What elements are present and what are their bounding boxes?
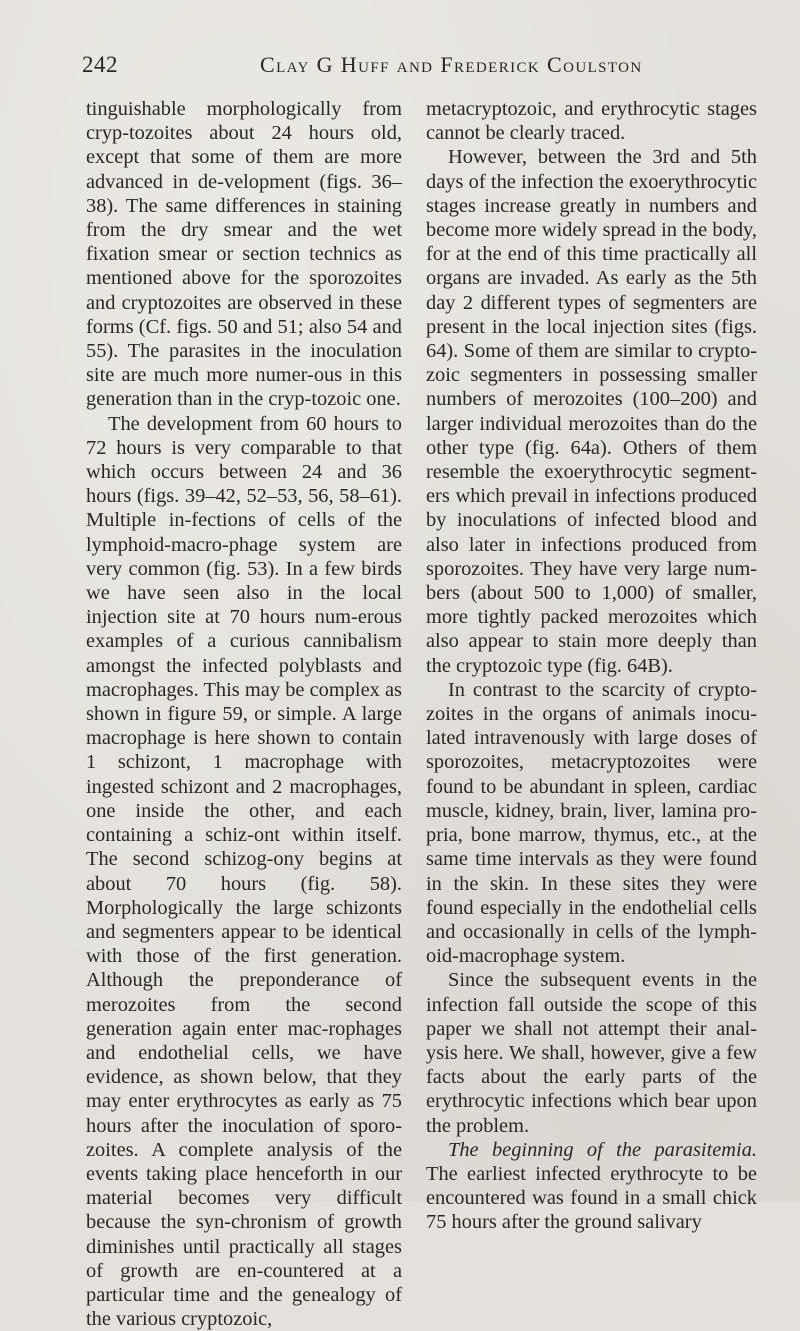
- section-heading: The beginning of the parasitemia.: [448, 1138, 757, 1161]
- page-header: [82, 52, 760, 86]
- right-column: [426, 97, 757, 1235]
- right-paragraph-3: In contrast to the scarcity of crypto-zoites in the organs of animals inocu-lated intravenously with large doses of sporozoites, metacryptozoites were found to be abundant in spleen, cardiac muscle, kidney, brain, liver, lamina pro-pria, bone marrow, thymus, etc., at the same time intervals as they were found in the skin. In these sites they were found especially in the endothelial cells and occasionally in cells of the lymph-oid-macrophage system.: [426, 678, 757, 968]
- left-column: [86, 97, 402, 1331]
- running-head: Clay G Huff and Frederick Coulston: [260, 52, 643, 77]
- right-paragraph-5: [426, 1138, 757, 1235]
- page-number: 242: [82, 52, 118, 77]
- left-paragraph-2: The development from 60 hours to 72 hours is very comparable to that which occurs between 24 and 36 hours (figs. 39–42, 52–53, 56, 58–61). Multiple in-fections of cells of the lymphoid-macro-phage system are very common (fig. 53). In a few birds we have seen also in the local injection site at 70 hours num-erous examples of a curious cannibalism amongst the infected polyblasts and macrophages. This may be complex as shown in figure 59, or simple. A large macrophage is here shown to contain 1 schizont, 1 macrophage with ingested schizont and 2 macrophages, one inside the other, and each containing a schiz-ont within itself. The second schizog-ony begins at about 70 hours (fig. 58). Morphologically the large schizonts and segmenters appear to be identical with those of the first generation. Although the preponderance of merozoites from the second generation again enter mac-rophages and endothelial cells, we have evidence, as shown below, that they may enter erythrocytes as early as 75 hours after the inoculation of sporo-zoites. A complete analysis of the events taking place henceforth in our material becomes very difficult because the syn-chronism of growth diminishes until practically all stages of growth are en-countered at a particular time and the genealogy of the various cryptozoic,: [86, 412, 402, 1331]
- left-paragraph-1: tinguishable morphologically from cryp-tozoites about 24 hours old, except that some of them are more advanced in de-velopment (figs. 36–38). The same differences in staining from the dry smear and the wet fixation smear or section technics as mentioned above for the sporozoites and cryptozoites are observed in these forms (Cf. figs. 50 and 51; also 54 and 55). The parasites in the inoculation site are much more numer-ous in this generation than in the cryp-tozoic one.: [86, 98, 402, 411]
- right-paragraph-5-body: The earliest infected erythrocyte to be encountered was found in a small chick 75 hours after the ground salivary: [426, 1162, 757, 1234]
- right-paragraph-4: Since the subsequent events in the infection fall outside the scope of this paper we shall not attempt their anal-ysis here. We shall, however, give a few facts about the early parts of the erythrocytic infections which bear upon the problem.: [426, 969, 757, 1137]
- right-paragraph-2: However, between the 3rd and 5th days of the infection the exoerythrocytic stages increase greatly in numbers and become more widely spread in the body, for at the end of this time practically all organs are invaded. As early as the 5th day 2 different types of segmenters are present in the local injection sites (figs. 64). Some of them are similar to crypto-zoic segmenters in possessing smaller numbers of merozoites (100–200) and larger individual merozoites than do the other type (fig. 64a). Others of them resemble the exoerythrocytic segment-ers which prevail in infections produced by inoculations of infected blood and also later in infections produced from sporozoites. They have very large num-bers (about 500 to 1,000) of smaller, more tightly packed merozoites which also appear to stain more deeply than the cryptozoic type (fig. 64B).: [426, 146, 757, 677]
- right-paragraph-1: metacryptozoic, and erythrocytic stages cannot be clearly traced.: [426, 98, 757, 145]
